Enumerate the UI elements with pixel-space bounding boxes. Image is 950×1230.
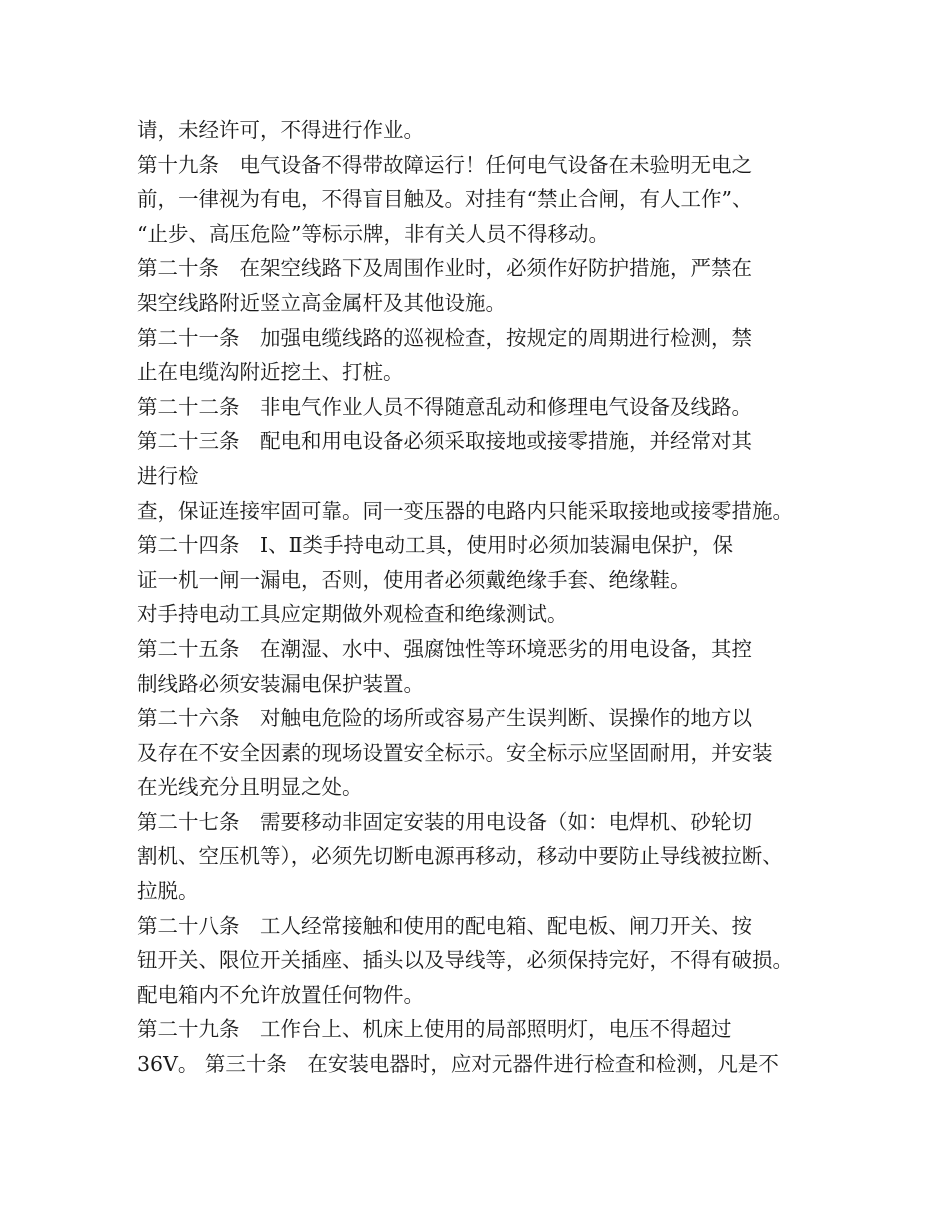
- text-line: 制线路必须安装漏电保护装置。: [137, 671, 424, 696]
- text-line: 查，保证连接牢固可靠。同一变压器的电路内只能采取接地或接零措施。: [137, 498, 793, 523]
- text-line: 第二十一条 加强电缆线路的巡视检查，按规定的周期进行检测，禁: [137, 325, 752, 350]
- document-body: [137, 113, 837, 1082]
- text-line: “止步、高压危险”等标示牌，非有关人员不得移动。: [137, 221, 609, 246]
- text-line: 请，未经许可，不得进行作业。: [137, 118, 424, 142]
- text-line: 钮开关、限位开关插座、插头以及导线等，必须保持完好，不得有破损。: [137, 948, 793, 973]
- text-line: 第二十六条 对触电危险的场所或容易产生误判断、误操作的地方以: [137, 706, 752, 731]
- text-line: 第二十八条 工人经常接触和使用的配电箱、配电板、闸刀开关、按: [137, 913, 752, 938]
- text-line: 对手持电动工具应定期做外观检查和绝缘测试。: [137, 602, 568, 627]
- text-line: 拉脱。: [137, 879, 199, 904]
- text-line: 第二十五条 在潮湿、水中、强腐蚀性等环境恶劣的用电设备，其控: [137, 636, 752, 661]
- text-line: 第二十九条 工作台上、机床上使用的局部照明灯，电压不得超过: [137, 1017, 732, 1042]
- text-line: 36V。 第三十条 在安装电器时，应对元器件进行检查和检测，凡是不: [137, 1052, 779, 1077]
- text-line: 第十九条 电气设备不得带故障运行！任何电气设备在未验明无电之: [137, 152, 752, 177]
- text-line: 第二十三条 配电和用电设备必须采取接地或接零措施，并经常对其: [137, 429, 752, 454]
- text-line: 架空线路附近竖立高金属杆及其他设施。: [137, 290, 506, 315]
- text-line: 割机、空压机等），必须先切断电源再移动，移动中要防止导线被拉断、: [137, 844, 783, 869]
- text-line: 第二十二条 非电气作业人员不得随意乱动和修理电气设备及线路。: [137, 394, 752, 419]
- text-line: 在光线充分且明显之处。: [137, 775, 363, 800]
- text-line: 第二十四条 Ⅰ、Ⅱ类手持电动工具，使用时必须加装漏电保护，保: [137, 533, 734, 558]
- text-line: 配电箱内不允许放置任何物件。: [137, 982, 424, 1007]
- text-line: 证一机一闸一漏电，否则，使用者必须戴绝缘手套、绝缘鞋。: [137, 567, 691, 592]
- text-line: 第二十条 在架空线路下及周围作业时，必须作好防护措施，严禁在: [137, 256, 752, 281]
- text-line: 前，一律视为有电，不得盲目触及。对挂有“禁止合闸，有人工作”、: [137, 187, 753, 212]
- text-line: 第二十七条 需要移动非固定安装的用电设备（如：电焊机、砂轮切: [137, 809, 752, 834]
- text-line: 止在电缆沟附近挖土、打桩。: [137, 360, 404, 385]
- text-line: 及存在不安全因素的现场设置安全标示。安全标示应坚固耐用，并安装: [137, 740, 773, 765]
- text-line: 进行检: [137, 463, 199, 488]
